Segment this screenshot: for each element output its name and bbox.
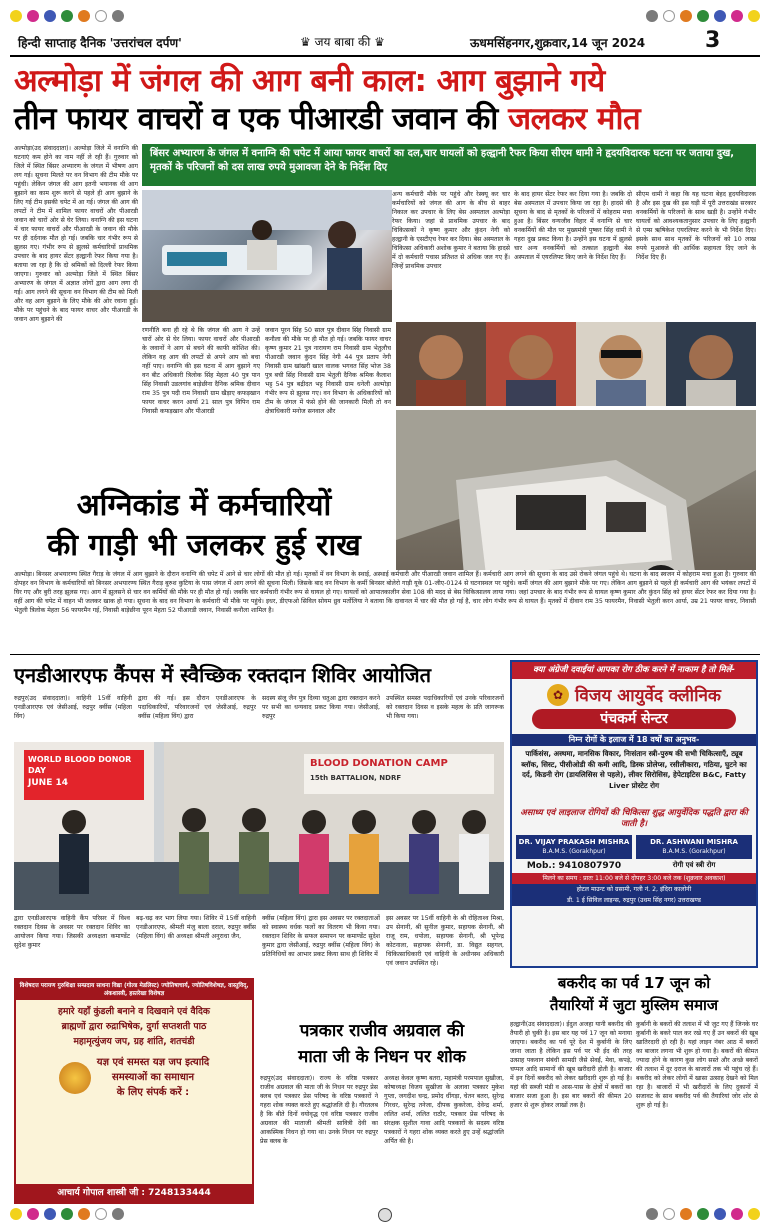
masthead-dots-left [10, 10, 124, 22]
doctor2-box [636, 835, 752, 859]
hospital-photo [142, 190, 392, 322]
grey-dot [112, 10, 124, 22]
clinic-name-row [512, 683, 756, 706]
victim-portraits [396, 322, 756, 406]
lead-headline-line2 [14, 100, 759, 138]
orange-dot [680, 10, 692, 22]
grey-dot [112, 1208, 124, 1220]
clinic-diseases: पार्किसंस, अस्थमा, मानसिक विकार, निःसंतान स्त्री-पुरुष की सभी चिकित्साएँ, ट्यूब ब्लॉक, सिस्ट, पीसीओडी की कमी आदि, डिस्क प्रोलेप्स, रसीलीकारा, गठिया, घुटने का दर्द, किडनी रोग (डायलिसिस से पहले), लीवर सिरोसिस, हेपेटाइटिस B&C, Fatty Liver प्रोस्टेट रोग [521, 749, 747, 790]
story4-col1: रुद्रपुर(उद संवाददाता)। राज्य के वरिष्ठ पत्रकार राजीव अग्रवाल की माता जी के निधन पर रुद्रपुर प्रेस क्लब एवं पत्रकार प्रेस परिषद के वरिष्ठ पत्रकारों ने गहरा शोक व्यक्त करते हुए श्रद्धांजलि दी है। गौरतलब है कि बीते दिनों वयोवृद्ध एवं वरिष्ठ पत्रकार राजीव अग्रवाल की माताजी श्रीमती सावित्री देवी का आकस्मिक निधन हो गया था। उनके निधन पर रुद्रपुर प्रेस क्लब के [260, 1075, 378, 1145]
lead-headline-red: जलकर मौत [508, 101, 641, 137]
lead-col3: जवान पूरन सिंह 50 साल पुत्र दीवान सिंह निवासी ग्राम कनौला की मौके पर ही मौत हो गई। जबकि फायर वाचर कृष्ण कुमार 21 पुत्र नारायण राम निवासी ग्राम भेतुलौच पीआरडी जवान कुंदन सिंह नेगी 44 पुत्र प्रताप नेगी निवासी ग्राम खांखरी खाल वालक भगवत सिंह भोज 38 पुत्र बची सिंह निवासी ग्राम भेतुली दैनिक श्रमिक कैलाश भट्ट 54 पुत्र बद्रीदत भट्ट निवासी ग्राम धनेली अल्मोड़ा गंभीर रूप से झुलस गए। वन विभाग के अधिकारियों को टीम के जंगल में फंसे होने की जानकारी मिली तो वन क्षेत्राधिकारी मनोज सनवाल और [265, 327, 391, 415]
astro-line4: यज्ञ एवं समस्त यज्ञ जप इत्यादि [96, 1057, 210, 1068]
clinic-promise: असाध्य एवं लाइलाज रोगियों की चिकित्सा शुद्ध आयुर्वेदिक पद्धति द्वारा की जाती है। [520, 808, 748, 829]
yellow-dot [748, 1208, 760, 1220]
story3-bottom3: क्वींस (महिला विंग) द्वारा इस अवसर पर रक्तदाताओं को स्वास्थ्य वर्धक फलों का वितरण भी किया गया। रक्तदान शिविर के सफल समापन पर कमाण्डेंट सुदेश कुमार द्वारा जेसीआई, रुद्रपुर क्वींस (महिला विंग) के प्रतिनिधियों का आभार प्रकट किया साथ ही शिविर में [262, 915, 380, 958]
doctor2-name: DR. ASHWANI MISHRA [650, 838, 738, 846]
astro-middle-text [97, 1055, 209, 1100]
masthead-dots-right [646, 10, 760, 22]
portraits-art [396, 322, 756, 406]
story3-col1: रुद्रपुर(उद संवाददाता)। वाहिनी 15वीं वाहिनी एनडीआरएफ एवं जेसीआई, रुद्रपुर क्वींस (महिला विंग) [14, 695, 132, 720]
yellow-dot [10, 1208, 22, 1220]
green-dot [697, 1208, 709, 1220]
yellow-dot [10, 10, 22, 22]
clinic-timing: मिलने का समय : प्रातः 11:00 बजे से दोपहर 3:00 बजे तक (शुक्रवार अवकाश) [512, 873, 756, 884]
astro-line3: महामृत्युंजय जप, ग्रह शांति, शतचंडी [73, 1036, 195, 1047]
magenta-dot [27, 10, 39, 22]
green-dot [61, 10, 73, 22]
story3-col4: उपस्थित समस्त पदाधिकारियों एवं उनके परिवारजनों को रक्तदान दिवस व इसके महत्व के प्रति जागरूक भी किया गया। [386, 695, 504, 720]
orange-dot [680, 1208, 692, 1220]
grey-dot [646, 1208, 658, 1220]
clinic-name: विजय आयुर्वेद क्लीनिक [575, 686, 721, 706]
story2-body: अल्मोड़ा। बिनसर अभयारण्य स्थित गैराड़ के जंगल में आग बुझाने के दौरान वनाग्नि की चपेट में आने से चार लोगों की मौत हो गई। मृतकों में वन विभाग के स्थाई, अस्थाई कर्मचारी और पीआरडी जवान शामिल हैं। कर्मचारी आग लगने की सूचना के बाद उसे रोकने जंगल पहुंचे थे। घटना के बाद स्वजन में कोहराम मचा हुआ है। गुरुवार की दोपहर वन विभाग के कर्मचारियों को बिनसर अभयारण्य स्थित गैराड़ बुरुश कुटिया के पास जंगल में आग लगने की सूचना मिली। जिसके बाद वन विभाग के कर्मी बिनसर बोलेरो गाड़ी यूके 01-जीए-0124 से घटनास्थल पर पहुंचे। कर्मी जंगल की आग बुझाने मौके पर गए। लेकिन आग बुझाने से पहले ही कर्मचारी आग की भयंकर लपटों में घिर गए और बुरी तरह झुलस गए। आग में झुलसने से चार वन कर्मियों की मौके पर ही मौत हो गई। जबकि चार कर्मचारी गंभीर रूप से घायल हो गए। घायलों को आपातकालीन सेवा 108 की मदद से बेस चिकित्सालय लाया गया। जहां उपचार के बाद गंभीर रूप से घायल कृष्ण कुमार और कुंदन सिंह को हायर सेंटर रेफर कर दिया गया है। वहीं आग की चपेट में वाहन भी जलकर खाक हो गया। सूचना के बाद वन विभाग के कर्मचारी भी मौके पर पहुंचे। इधर, डीएफओ सिविल सोयम ध्रुव मर्तोलिया ने बताया कि दावानल में चार की मौत हो गई है, चार लोग गंभीर रूप से घायल हैं। मृतकों में दीवान राम 35 फायरमैन, निवासी भेतुली करन आर्या, उम्र 21 फायर वाचर, निवासी भेतुली त्रिलोक मेहता 56 फायरमैन गई, निवासी बाड़ेछीना पूरन मेहता 52 पीआरडी जवान, निवासी कनौला शामिल है। [14, 570, 756, 648]
astro-line5: समस्याओं का समाधान [111, 1072, 195, 1083]
magenta-dot [731, 1208, 743, 1220]
clinic-subtitle: पंचकर्म सेन्टर [532, 709, 736, 729]
doctor1-name: DR. VIJAY PRAKASH MISHRA [518, 838, 630, 846]
masthead-dateline: ऊधमसिंहनगर,शुक्रवार,14 जून 2024 [470, 36, 646, 50]
story4-headline-line1: पत्रकार राजीव अग्रवाल की [299, 1021, 465, 1041]
story5-col2: कुर्बानी के बकरों की तलाश में भी जुट गए हैं जिनके घर कुर्बानी के बकरे पाल कर रखे गए हैं उन बकरों की खूब खातिरदारी हो रही है। यहां लाइन नंबर आठ में बकरों का बाजार लगना भी शुरू हो गया है। बकरों की कीमत ज्यादा होने के कारण कुछ लोग सस्ते और अच्छे बकरों की तलाश में दूर दराज के बाजारों तक भी पहुंच रहे हैं। बकरीद को लेकर लोगों में खासा उत्साह देखने को मिल रहा है। बाजारों में भी खरीदारों के लिए दुकानों में सजावट के साथ बकरीद पर्व की तैयारियां जोर शोर से शुरू हो गई है। [636, 1021, 758, 1109]
registration-mark-icon [378, 1208, 392, 1222]
yellow-dot [748, 10, 760, 22]
story3-col3: सदस्य संजू जैन पुत्र दिव्या चतुआ द्वारा रक्तदान करने पर सभी का धन्यवाद प्रकट किया गया। जेसीआई, रुद्रपुर [262, 695, 380, 720]
masthead-slogan [300, 33, 385, 50]
white-dot [95, 1208, 107, 1220]
doctor1-degree: B.A.M.S. (Gorakhpur) [542, 848, 606, 855]
clinic-list-heading: निम्न रोगों के इलाज में 18 वर्षों का अनुभव- [512, 734, 756, 746]
zodiac-wheel-icon [59, 1062, 91, 1094]
story3-headline: एनडीआरएफ कैंपस में स्वैच्छिक रक्तदान शिविर आयोजित [14, 663, 432, 687]
astrology-ad [14, 978, 254, 1204]
banner-date: JUNE 14 [28, 778, 68, 788]
doctor2-degree: B.A.M.S. (Gorakhpur) [662, 848, 726, 855]
clinic-ad [510, 660, 758, 968]
white-dot [663, 1208, 675, 1220]
green-dot [61, 1208, 73, 1220]
astro-line6: के लिए संपर्क करें : [116, 1087, 190, 1098]
banner-world-blood-donor-day: WORLD BLOOD DONOR DAY [28, 755, 132, 775]
clinic-doctors [512, 835, 756, 859]
footer-dots-right [646, 1208, 760, 1220]
white-dot [95, 10, 107, 22]
story5-headline-line2: तैयारियों में जुटा मुस्लिम समाज [549, 996, 719, 1014]
orange-dot [78, 1208, 90, 1220]
story3-col2: द्वारा की गई। इस दौरान एनडीआरएफ के पदाधिकारियों, परिवारजनों एवं जेसीआई, रुद्रपुर क्वींस (महिला विंग) द्वारा [138, 695, 256, 720]
blue-dot [44, 1208, 56, 1220]
magenta-dot [731, 10, 743, 22]
lead-headline-line1: अल्मोड़ा में जंगल की आग बनी काल: आग बुझाने गये [14, 63, 605, 99]
doctor1-box [516, 835, 632, 859]
astro-line2: ब्राह्मणों द्वारा रुद्राभिषेक, दुर्गा सप्तशती पाठ [61, 1021, 207, 1032]
clinic-contact-row [512, 859, 756, 873]
astro-top-strip: विशेषदत्त परायण गुरुशिक्षा सम्प्रदाय साधना विद्या (गोल्ड मेडलिस्ट) ज्योतिषाचार्य, ज्योतिषविशेषज्ञ, वास्तुविद्, अंकशास्त्री, हस्तरेखा विशेषज्ञ [16, 980, 252, 1000]
lead-col4: अन्य कर्मचारी मौके पर पहुंचे और रेस्क्यू कर चार कर्मचारियों को जंगल की आग के बीच से बाहर निकाल कर उपचार के लिए बेस अस्पताल अल्मोड़ा रेफर किया। जहां से प्राथमिक उपचार के बाद चिकित्सकों ने कृष्ण कुमार और कुंदन नेगी को हल्द्वानी के एसटीएच रेफर कर दिया। बेस अस्पताल के चिकित्सा अधिकारी अशोक कुमार ने बताया कि हादसे में दो कर्मचारी पचास प्रतिशत से अधिक जल गए हैं। जिन्हें प्राथमिक उपचार [392, 191, 510, 270]
page-number: 3 [705, 28, 721, 53]
hospital-photo-art [142, 190, 392, 322]
banner-camp: BLOOD DONATION CAMP [310, 758, 448, 769]
footer-dots-left [10, 1208, 124, 1220]
white-dot [663, 10, 675, 22]
section-rule [10, 654, 760, 655]
clinic-mobile: Mob.: 9410807970 [526, 861, 622, 871]
clinic-tagline: क्या अंग्रेजी दवाईयां आपका रोग ठीक करने में नाकाम है तो मिलें- [512, 662, 756, 679]
blue-dot [714, 1208, 726, 1220]
lead-headline-black: तीन फायर वाचरों व एक पीआरडी जवान की [14, 101, 498, 137]
magenta-dot [27, 1208, 39, 1220]
lead-col2: रणनीति बना ही रहे थे कि जंगल की आग ने उन्हें चारों ओर से घेर लिया। फायर वाचरों और पीआरडी के जवानों ने आग से बचने की काफी कोशिश की। लेकिन वह आग की लपटों से अपने आप को बचा नहीं पाए। वनाग्नि की इस घटना में आग बुझाने गए वन बीट अधिकारी त्रिलोक सिंह मेहता 40 पुत्र पान सिंह निवासी उडलगांव बाड़ेछीना दैनिक श्रमिक दीवान राम 35 पुत्र पदी राम निवासी ग्राम खैड़ाए कफड़खान फायर वाचर करन आर्या 21 साल पुत्र विपिन राम निवासी कफड़खान और पीआरडी [142, 327, 260, 415]
slogan-text: जय बाबा की [314, 35, 371, 49]
astro-middle [16, 1055, 252, 1100]
story4-col2: अध्यक्ष केवल कृष्ण बतरा, महामंत्री परमपाल सुखीजा, कोषाध्यक्ष विजय सुखीजा के अलावा पत्रकार मुकेश गुप्ता, जगदीश चन्द्र, प्रमोद धींगड़ा, चेतन बतरा, सुरेन्द्र गिरधर, सुरेन्द्र तनेजा, दीपक कुकरेजा, देवेन्द्र शर्मा, ललित शर्मा, ललित राठौर, पत्रकार प्रेस परिषद के संरक्षक सुशील गावा आदि पत्रकारों के सदस्य वरिष्ठ पत्रकारों ने गहरा शोक व्यक्त करते हुए उन्हें श्रद्धांजलि अर्पित की है। [384, 1075, 504, 1145]
doctor2-specialty: रोगी एवं स्त्री रोग [672, 861, 716, 869]
slogan-right-ornament: ♛ [370, 35, 385, 49]
story3-bottom2: बढ़-चढ़ कर भाग लिया गया। शिविर में 15वीं वाहिनी एनडीआरएफ, श्रीमती मंजु बाला दराल, रुद्रपुर क्वींस (महिला विंग) की अध्यक्षा श्रीमती अनुराधा जैन, [136, 915, 256, 940]
astro-contact: आचार्य गोपाल शास्त्री जी : 7248133444 [16, 1184, 252, 1202]
lead-deck: बिंसर अभ्यारण के जंगल में वनाग्नि की चपेट में आया फायर वाचरों का दल,चार घायलों को हल्द्वानी रैफर किया सीएम धामी ने हृदयविदारक घटना पर जताया दुख, मृतकों के परिजनों को दस लाख रुपये मुआवजा देने के निर्देश दिए [142, 144, 756, 186]
astro-line1: हमारे यहाँ कुंडली बनाने व दिखवाने एवं वैदिक [58, 1006, 210, 1017]
story4-headline-line2: माता जी के निधन पर शोक [298, 1047, 466, 1067]
masthead-paper-name: हिन्दी साप्ताह दैनिक 'उत्तरांचल दर्पण' [18, 36, 182, 50]
lead-col1: अल्मोड़ा(उद संवाददाता)। अल्मोड़ा जिले में वनाग्नि की घटनाएं कम होने का नाम नहीं ले रही हैं। गुरुवार को जिले में स्थित बिंसर अभ्यारण के जंगल में भीषण आग लग गई। सूचना मिलते पर वन विभाग की टीम मौके पर पहुंची। लेकिन जंगल की आग इतनी भयानक थी आग बुझाने का काम शुरू करने से पहले ही आग बुझाने के लिए गई टीम इसकी चपेट में आ गई। जंगल की आग की लपटों ने टीम में शामिल फायर वाचरों और पीआरडी जवान को चारों ओर से घेर लिया। वनाग्नि की इस घटना में चार फायर वाचरों और पीआरडी के जवान की मौके पर ही दर्दनाक मौत हो गई। जबकि चार गंभीर रूप से झुलस गए। गंभीर रूप से झुलसे कर्मचारियों प्राथमिक उपचार के बाद हायर सेंटर हल्द्वानी रेफर किया गया है। बताया जा रहा है कि दो श्रमिकों को दिल्ली रेफर किया जाएगा। गुरुवार को अल्मोड़ा जिले में स्थित बिंसर अभ्यारण के जंगल में अज्ञात लोगों द्वारा आग लगा दी गई। आग लगने की सूचना वन विभाग की टीम को मिली और वह आग बुझाने के लिए मौके की ओर रवाना हुई। मौके पर पहुंचने के बाद फायर वाचर और पीआरडी के जवान आग बुझाने की [14, 145, 138, 323]
banner-sub: 15th BATTALION, NDRF [310, 774, 402, 782]
masthead-rule [10, 55, 760, 57]
lead-col6: सीएम धामी ने कहा कि यह घटना बेहद हृदयविदारक है और इस दुख की इस घड़ी में पूरी उत्तराखंड सरकार वनकर्मियों के परिजनों के साथ खड़ी है। उन्होंने गंभीर घायलों को आवश्यकतानुसार उपचार के लिए हल्द्वानी से एम्स ऋषिकेश एयरलिफ्ट करने के भी निर्देश दिए। इसके साथ साथ मृतकों के परिजनों को 10 लाख रुपये मुआवजे की आर्थिक सहायता दिए जाने के निर्देश दिए हैं। [636, 191, 756, 261]
orange-dot [78, 10, 90, 22]
story5-headline-line1: बकरीद का पर्व 17 जून को [557, 974, 711, 992]
blue-dot [714, 10, 726, 22]
clinic-logo-icon: ✿ [547, 684, 569, 706]
story3-bottom1: द्वारा एनडीआरएफ वाहिनी कैंप परिसर में विश्व रक्तदान दिवस के अवसर पर रक्तदान शिविर का आयोजन किया गया। जिसकी अध्यक्षता कमाण्डेंट सुदेश कुमार [14, 915, 130, 949]
story2-headline-line1: अग्निकांड में कर्मचारियों [76, 488, 332, 523]
blue-dot [44, 10, 56, 22]
story2-headline-line2: की गाड़ी भी जलकर हुई राख [47, 528, 361, 563]
story5-col1: हल्द्वानी(उद संवाददाता)। ईदुल अजहा यानी बकरीद की तैयारी हो चुकी है। इस बार यह पर्व 17 जून को मनाया जाएगा। बकरीद का पर्व पूरे देश में कुर्बानी के लिए जाना जाता है लेकिन इस पर्व पर भी ईद की तरह उत्साह पकवान संबंधी सामग्री जैसे सेवईं, मेवा, कपड़े, चप्पल आदि सामानों की खूब खरीदारी होती है। बाजार में इन दिनों बकरीद को लेकर खरीदारी शुरू हो गई है। यहां की सब्जी मंडी व आस-पास के क्षेत्रों में बकरों का बाजार सजा हुआ है। इस बार बकरों की कीमत 20 हजार से शुरू होकर लाखों तक है। [510, 1021, 632, 1109]
lead-col5: के बाद हायर सेंटर रेफर कर दिया गया है। जबकि दो बेस अस्पताल में उपचार किया जा रहा है। हादसे की सूचना के बाद से मृतकों के परिजनों में कोहराम मचा हुआ है। बिंसर वन्यजीव विहार में वनाग्नि से चार वनकर्मियों की मौत पर मुख्यमंत्री पुष्कर सिंह धामी ने गहरा दुख प्रकट किया है। उन्होंने इस घटना में झुलसे चार अन्य वनकर्मियों को तत्काल हल्द्वानी बेस अस्पताल में एयरलिफ्ट किए जाने के निर्देश दिए हैं। [514, 191, 632, 261]
blood-donation-photo [14, 742, 504, 910]
slogan-left-ornament: ♛ [300, 35, 315, 49]
green-dot [697, 10, 709, 22]
clinic-address2: डी. 1 ई सिविल लाइन्स, रुद्रपुर (उधम सिंह नगर) उत्तराखण्ड [512, 895, 756, 906]
story3-bottom4: इस अवसर पर 15वीं वाहिनी के श्री रोहिताश्व मिश्रा, उप सेनानी, श्री सुनील कुमार, सहायक सेनानी, श्री राजू राम, धपोला, सहायक सेनानी, श्री भूपेन्द्र कोटनाला, सहायक सेनानी, डा. विद्युत सहगल, चिकित्साधिकारी एवं वाहिनी के अधीनस्थ अधिकारी एवं जवान उपस्थित रहे। [386, 915, 504, 967]
grey-dot [646, 10, 658, 22]
clinic-address1: होटल माउन्ट को ग्रसामी, गली नं. 2, इंदिरा कालोनी [512, 884, 756, 895]
